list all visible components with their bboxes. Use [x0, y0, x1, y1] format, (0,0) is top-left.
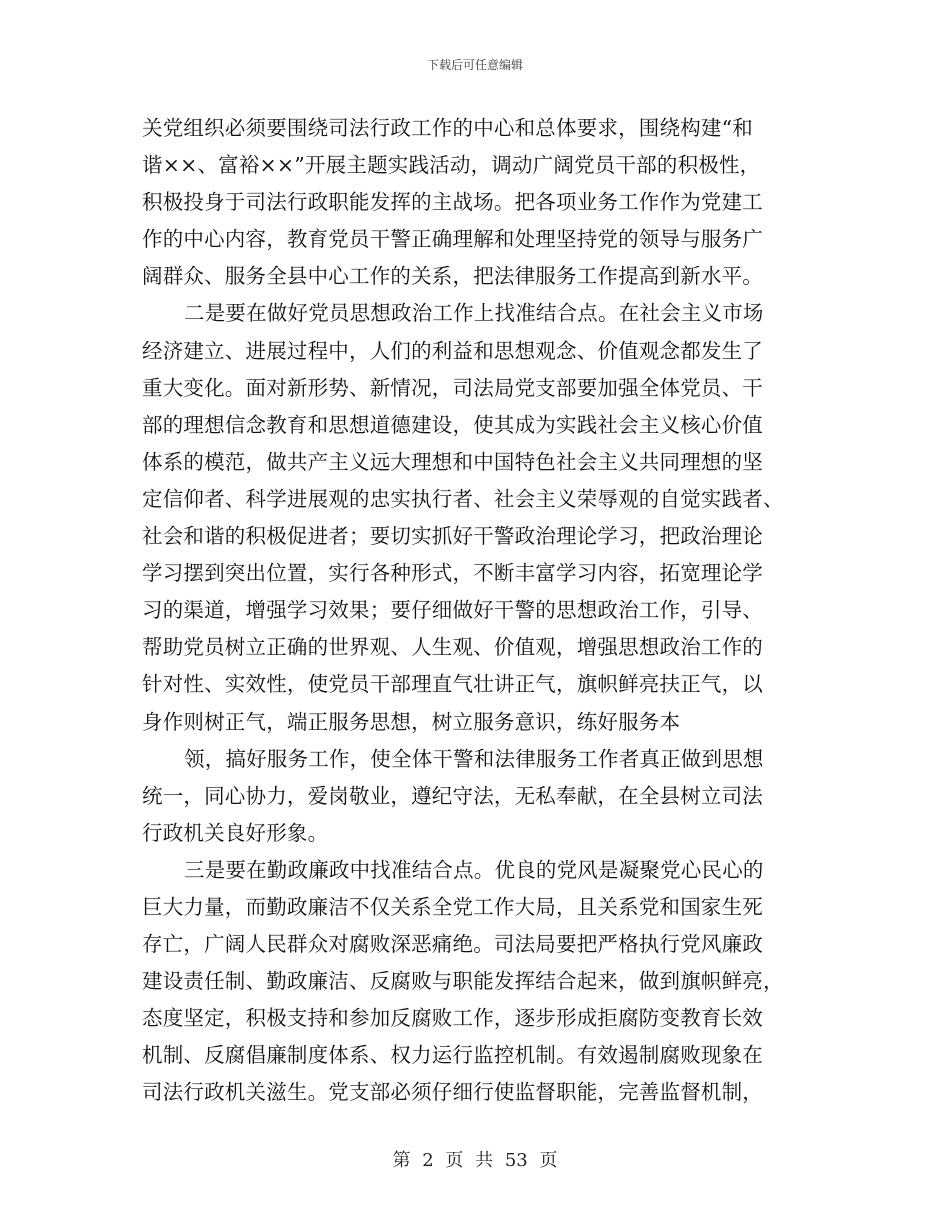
- text-line: 学习摆到突出位置，实行各种形式，不断丰富学习内容，拓宽理论学: [142, 561, 763, 586]
- text-line: 谐××、富裕××”开展主题实践活动，调动广阔党员干部的积极性，: [142, 153, 761, 178]
- text-line: 态度坚定，积极支持和参加反腐败工作，逐步形成拒腐防变教育长效: [142, 1006, 763, 1031]
- text-line: 行政机关良好形象。: [142, 820, 329, 845]
- paragraph-start-line: 领，搞好服务工作，使全体干警和法律服务工作者真正做到思想: [184, 746, 764, 771]
- text-line: 积极投身于司法行政职能发挥的主战场。把各项业务工作作为党建工: [142, 190, 763, 215]
- text-line: 重大变化。面对新形势、新情况，司法局党支部要加强全体党员、干: [142, 375, 763, 400]
- text-line: 体系的模范，做共产主义远大理想和中国特色社会主义共同理想的坚: [142, 449, 763, 474]
- text-line: 统一，同心协力，爱岗敬业，遵纪守法，无私奉献，在全县树立司法: [142, 783, 763, 808]
- text-line: 关党组织必须要围绕司法行政工作的中心和总体要求，围绕构建“和: [142, 116, 753, 140]
- text-line: 针对性、实效性，使党员干部理直气壮讲正气，旗帜鲜亮扶正气，以: [142, 672, 763, 697]
- text-line: 存亡，广阔人民群众对腐败深恶痛绝。司法局要把严格执行党风廉政: [142, 932, 763, 957]
- body-text: [142, 110, 810, 1112]
- text-line: 司法行政机关滋生。党支部必须仔细行使监督职能，完善监督机制，: [142, 1080, 763, 1105]
- text-line: 身作则树正气，端正服务思想，树立服务意识，练好服务本: [142, 709, 681, 734]
- text-line: 建设责任制、勤政廉洁、反腐败与职能发挥结合起来，做到旗帜鲜亮，: [142, 969, 784, 994]
- text-line: 定信仰者、科学进展观的忠实执行者、社会主义荣辱观的自觉实践者、: [142, 486, 784, 511]
- text-line: 机制、反腐倡廉制度体系、权力运行监控机制。有效遏制腐败现象在: [142, 1043, 763, 1068]
- page-number-footer: 第 2 页 共 53 页: [392, 1150, 558, 1171]
- text-line: 经济建立、进展过程中，人们的利益和思想观念、价值观念都发生了: [142, 338, 763, 363]
- paragraph-start-line: 二是要在做好党员思想政治工作上找准结合点。在社会主义市场: [184, 301, 764, 326]
- text-line: 习的渠道，增强学习效果；要仔细做好干警的思想政治工作，引导、: [142, 598, 763, 623]
- text-line: 阔群众、服务全县中心工作的关系，把法律服务工作提高到新水平。: [142, 264, 763, 289]
- text-line: 帮助党员树立正确的世界观、人生观、价值观，增强思想政治工作的: [142, 635, 763, 660]
- text-line: 部的理想信念教育和思想道德建设，使其成为实践社会主义核心价值: [142, 412, 763, 437]
- paragraph-start-line: 三是要在勤政廉政中找准结合点。优良的党风是凝聚党心民心的: [184, 857, 764, 882]
- text-line: 社会和谐的积极促进者；要切实抓好干警政治理论学习，把政治理论: [142, 524, 763, 549]
- text-line: 作的中心内容，教育党员干警正确理解和处理坚持党的领导与服务广: [142, 227, 763, 252]
- text-line: 巨大力量，而勤政廉洁不仅关系全党工作大局，且关系党和国家生死: [142, 894, 763, 919]
- header-note: 下载后可任意编辑: [426, 58, 523, 72]
